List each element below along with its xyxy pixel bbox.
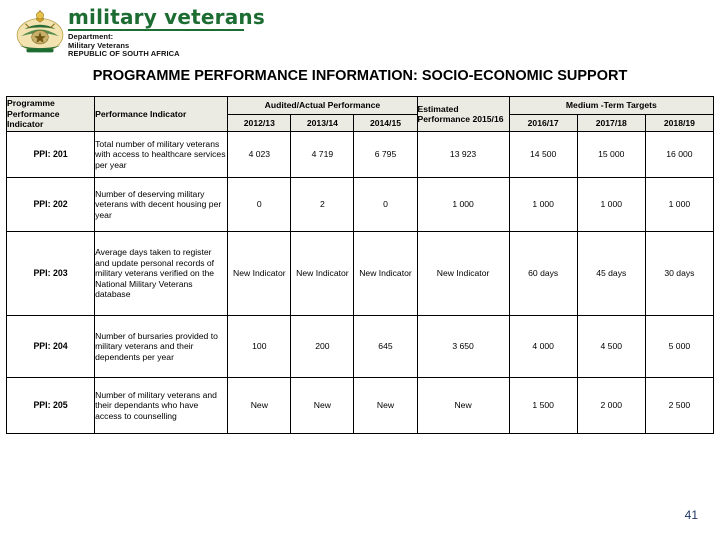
row-value-2018-19: 5 000 [645, 316, 713, 378]
header-year-2018-19: 2018/19 [645, 114, 713, 132]
row-value-2014-15: 0 [354, 178, 417, 232]
header-programme-performance-indicator: Programme Performance Indicator [7, 97, 95, 132]
row-value-2016-17: 14 500 [509, 132, 577, 178]
brand-dept-line-2: Military Veterans [68, 40, 130, 50]
row-value-2012-13: 0 [228, 178, 291, 232]
row-value-2017-18: 4 500 [577, 316, 645, 378]
table-row [7, 232, 714, 316]
table-header-row-groups [7, 97, 714, 115]
row-ppi-code: PPI: 203 [7, 232, 95, 316]
row-indicator-text: Number of deserving military veterans with decent housing per year [95, 178, 228, 232]
row-value-2012-13: New Indicator [228, 232, 291, 316]
row-ppi-code: PPI: 204 [7, 316, 95, 378]
table-body [7, 132, 714, 434]
header-performance-indicator: Performance Indicator [95, 97, 228, 132]
header-estimated-performance: Estimated Performance 2015/16 [417, 97, 509, 132]
table-row [7, 316, 714, 378]
row-indicator-text: Average days taken to register and update personal records of military veterans verified on the National Military Veterans database [95, 232, 228, 316]
row-value-estimated: New [417, 378, 509, 434]
row-indicator-text: Total number of military veterans with access to healthcare services per year [95, 132, 228, 178]
brand-dept-line-3: REPUBLIC OF SOUTH AFRICA [68, 49, 180, 59]
header-year-2017-18: 2017/18 [577, 114, 645, 132]
brand-block [68, 6, 368, 58]
brand-title: military veterans [68, 5, 265, 29]
row-value-2014-15: 6 795 [354, 132, 417, 178]
row-ppi-code: PPI: 202 [7, 178, 95, 232]
row-value-2014-15: 645 [354, 316, 417, 378]
row-value-2016-17: 1 500 [509, 378, 577, 434]
header-year-2013-14: 2013/14 [291, 114, 354, 132]
row-value-2013-14: 4 719 [291, 132, 354, 178]
header-band [0, 0, 720, 62]
row-value-2018-19: 1 000 [645, 178, 713, 232]
row-value-2014-15: New Indicator [354, 232, 417, 316]
table-row [7, 378, 714, 434]
slide-number: 41 [684, 508, 698, 522]
row-value-2017-18: 45 days [577, 232, 645, 316]
table-row [7, 178, 714, 232]
row-ppi-code: PPI: 201 [7, 132, 95, 178]
row-indicator-text: Number of bursaries provided to military veterans and their dependents per year [95, 316, 228, 378]
brand-divider [68, 29, 244, 31]
header-year-2016-17: 2016/17 [509, 114, 577, 132]
row-value-estimated: 1 000 [417, 178, 509, 232]
row-value-2012-13: 4 023 [228, 132, 291, 178]
header-medium-term-targets: Medium -Term Targets [509, 97, 713, 115]
row-value-2014-15: New [354, 378, 417, 434]
row-value-2016-17: 60 days [509, 232, 577, 316]
table-header [7, 97, 714, 132]
row-value-2017-18: 1 000 [577, 178, 645, 232]
performance-table [6, 96, 714, 434]
row-value-estimated: 3 650 [417, 316, 509, 378]
row-value-2018-19: 16 000 [645, 132, 713, 178]
performance-table-wrapper [6, 96, 714, 434]
page-title: PROGRAMME PERFORMANCE INFORMATION: SOCIO-ECONOMIC SUPPORT [92, 68, 628, 84]
row-value-estimated: 13 923 [417, 132, 509, 178]
header-year-2012-13: 2012/13 [228, 114, 291, 132]
row-value-2016-17: 1 000 [509, 178, 577, 232]
table-row [7, 132, 714, 178]
row-value-2013-14: New Indicator [291, 232, 354, 316]
row-value-2016-17: 4 000 [509, 316, 577, 378]
header-audited-actual-performance: Audited/Actual Performance [228, 97, 417, 115]
row-value-2012-13: 100 [228, 316, 291, 378]
brand-dept-line-1: Department: [68, 32, 114, 41]
row-value-2017-18: 15 000 [577, 132, 645, 178]
row-value-2013-14: 2 [291, 178, 354, 232]
row-indicator-text: Number of military veterans and their dependants who have access to counselling [95, 378, 228, 434]
row-value-2018-19: 2 500 [645, 378, 713, 434]
row-value-2017-18: 2 000 [577, 378, 645, 434]
south-african-coat-of-arms-icon [14, 5, 66, 57]
row-value-2018-19: 30 days [645, 232, 713, 316]
header-year-2014-15: 2014/15 [354, 114, 417, 132]
row-value-2012-13: New [228, 378, 291, 434]
row-value-2013-14: 200 [291, 316, 354, 378]
row-ppi-code: PPI: 205 [7, 378, 95, 434]
row-value-2013-14: New [291, 378, 354, 434]
row-value-estimated: New Indicator [417, 232, 509, 316]
